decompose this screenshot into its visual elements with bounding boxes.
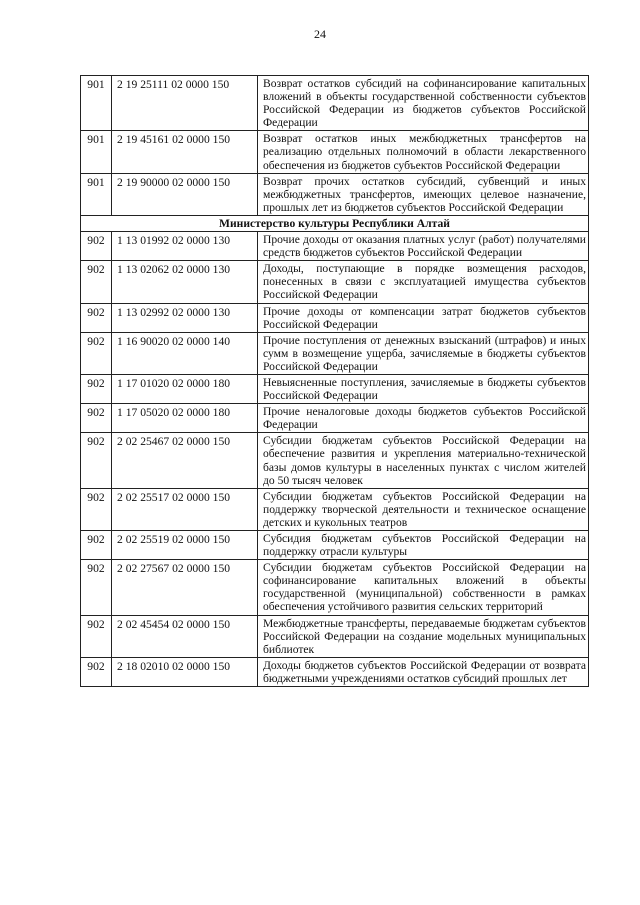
admin-code-cell: 901 [81, 131, 112, 173]
description-cell: Доходы, поступающие в порядке возмещения расходов, понесенных в связи с эксплуатацией имущества субъектов Российской Федерации [258, 261, 589, 303]
kbk-code-cell: 2 02 25519 02 0000 150 [112, 531, 258, 560]
description-cell: Межбюджетные трансферты, передаваемые бюджетам субъектов Российской Федерации на создание модельных муниципальных библиотек [258, 615, 589, 657]
table-row [81, 76, 589, 131]
admin-code-cell: 902 [81, 560, 112, 615]
admin-code-cell: 902 [81, 332, 112, 374]
description-cell: Невыясненные поступления, зачисляемые в бюджеты субъектов Российской Федерации [258, 374, 589, 403]
kbk-code-cell: 2 02 27567 02 0000 150 [112, 560, 258, 615]
page-number: 24 [314, 27, 326, 41]
table-row [81, 615, 589, 657]
section-header-row [81, 215, 589, 231]
description-cell: Возврат остатков субсидий на софинансирование капитальных вложений в объекты государственной собственности субъектов Российской Федерации из бюджетов субъектов Российской Федерации [258, 76, 589, 131]
admin-code-cell: 902 [81, 615, 112, 657]
kbk-code-cell: 1 17 01020 02 0000 180 [112, 374, 258, 403]
kbk-code-cell: 1 13 02992 02 0000 130 [112, 303, 258, 332]
kbk-code-cell: 2 02 25467 02 0000 150 [112, 433, 258, 488]
table-body [81, 76, 589, 687]
table-row [81, 332, 589, 374]
table-row [81, 303, 589, 332]
kbk-code-cell: 2 02 25517 02 0000 150 [112, 488, 258, 530]
table-row [81, 173, 589, 215]
table-row [81, 131, 589, 173]
admin-code-cell: 902 [81, 404, 112, 433]
section-title: Министерство культуры Республики Алтай [81, 215, 589, 231]
admin-code-cell: 901 [81, 76, 112, 131]
admin-code-cell: 902 [81, 303, 112, 332]
admin-code-cell: 902 [81, 374, 112, 403]
admin-code-cell: 902 [81, 261, 112, 303]
description-cell: Возврат остатков иных межбюджетных трансфертов на реализацию отдельных полномочий в области лекарственного обеспечения из бюджетов субъектов Российской Федерации [258, 131, 589, 173]
admin-code-cell: 902 [81, 232, 112, 261]
admin-code-cell: 902 [81, 488, 112, 530]
description-cell: Субсидии бюджетам субъектов Российской Федерации на софинансирование капитальных вложений в объекты государственной (муниципальной) собственности в рамках обеспечения устойчивого развития сельских территорий [258, 560, 589, 615]
description-cell: Прочие поступления от денежных взысканий (штрафов) и иных сумм в возмещение ущерба, зачисляемые в бюджеты субъектов Российской Федерации [258, 332, 589, 374]
admin-code-cell: 902 [81, 433, 112, 488]
kbk-code-cell: 1 17 05020 02 0000 180 [112, 404, 258, 433]
kbk-code-cell: 2 19 90000 02 0000 150 [112, 173, 258, 215]
description-cell: Субсидии бюджетам субъектов Российской Федерации на поддержку творческой деятельности и техническое оснащение детских и кукольных театров [258, 488, 589, 530]
kbk-code-cell: 2 18 02010 02 0000 150 [112, 657, 258, 686]
description-cell: Прочие доходы от оказания платных услуг (работ) получателями средств бюджетов субъектов Российской Федерации [258, 232, 589, 261]
revenue-codes-table [80, 75, 589, 687]
table-row [81, 261, 589, 303]
description-cell: Субсидия бюджетам субъектов Российской Федерации на поддержку отрасли культуры [258, 531, 589, 560]
table-row [81, 232, 589, 261]
kbk-code-cell: 2 02 45454 02 0000 150 [112, 615, 258, 657]
kbk-code-cell: 1 16 90020 02 0000 140 [112, 332, 258, 374]
description-cell: Прочие неналоговые доходы бюджетов субъектов Российской Федерации [258, 404, 589, 433]
kbk-code-cell: 1 13 01992 02 0000 130 [112, 232, 258, 261]
table-row [81, 488, 589, 530]
table-row [81, 531, 589, 560]
kbk-code-cell: 2 19 25111 02 0000 150 [112, 76, 258, 131]
table-row [81, 404, 589, 433]
admin-code-cell: 901 [81, 173, 112, 215]
table-row [81, 374, 589, 403]
admin-code-cell: 902 [81, 657, 112, 686]
admin-code-cell: 902 [81, 531, 112, 560]
description-cell: Субсидии бюджетам субъектов Российской Федерации на обеспечение развития и укрепления материально-технической базы домов культуры в населенных пунктах с числом жителей до 50 тысяч человек [258, 433, 589, 488]
table-row [81, 657, 589, 686]
description-cell: Прочие доходы от компенсации затрат бюджетов субъектов Российской Федерации [258, 303, 589, 332]
description-cell: Возврат прочих остатков субсидий, субвенций и иных межбюджетных трансфертов, имеющих целевое назначение, прошлых лет из бюджетов субъектов Российской Федерации [258, 173, 589, 215]
table-row [81, 433, 589, 488]
description-cell: Доходы бюджетов субъектов Российской Федерации от возврата бюджетными учреждениями остатков субсидий прошлых лет [258, 657, 589, 686]
table-row [81, 560, 589, 615]
kbk-code-cell: 2 19 45161 02 0000 150 [112, 131, 258, 173]
kbk-code-cell: 1 13 02062 02 0000 130 [112, 261, 258, 303]
